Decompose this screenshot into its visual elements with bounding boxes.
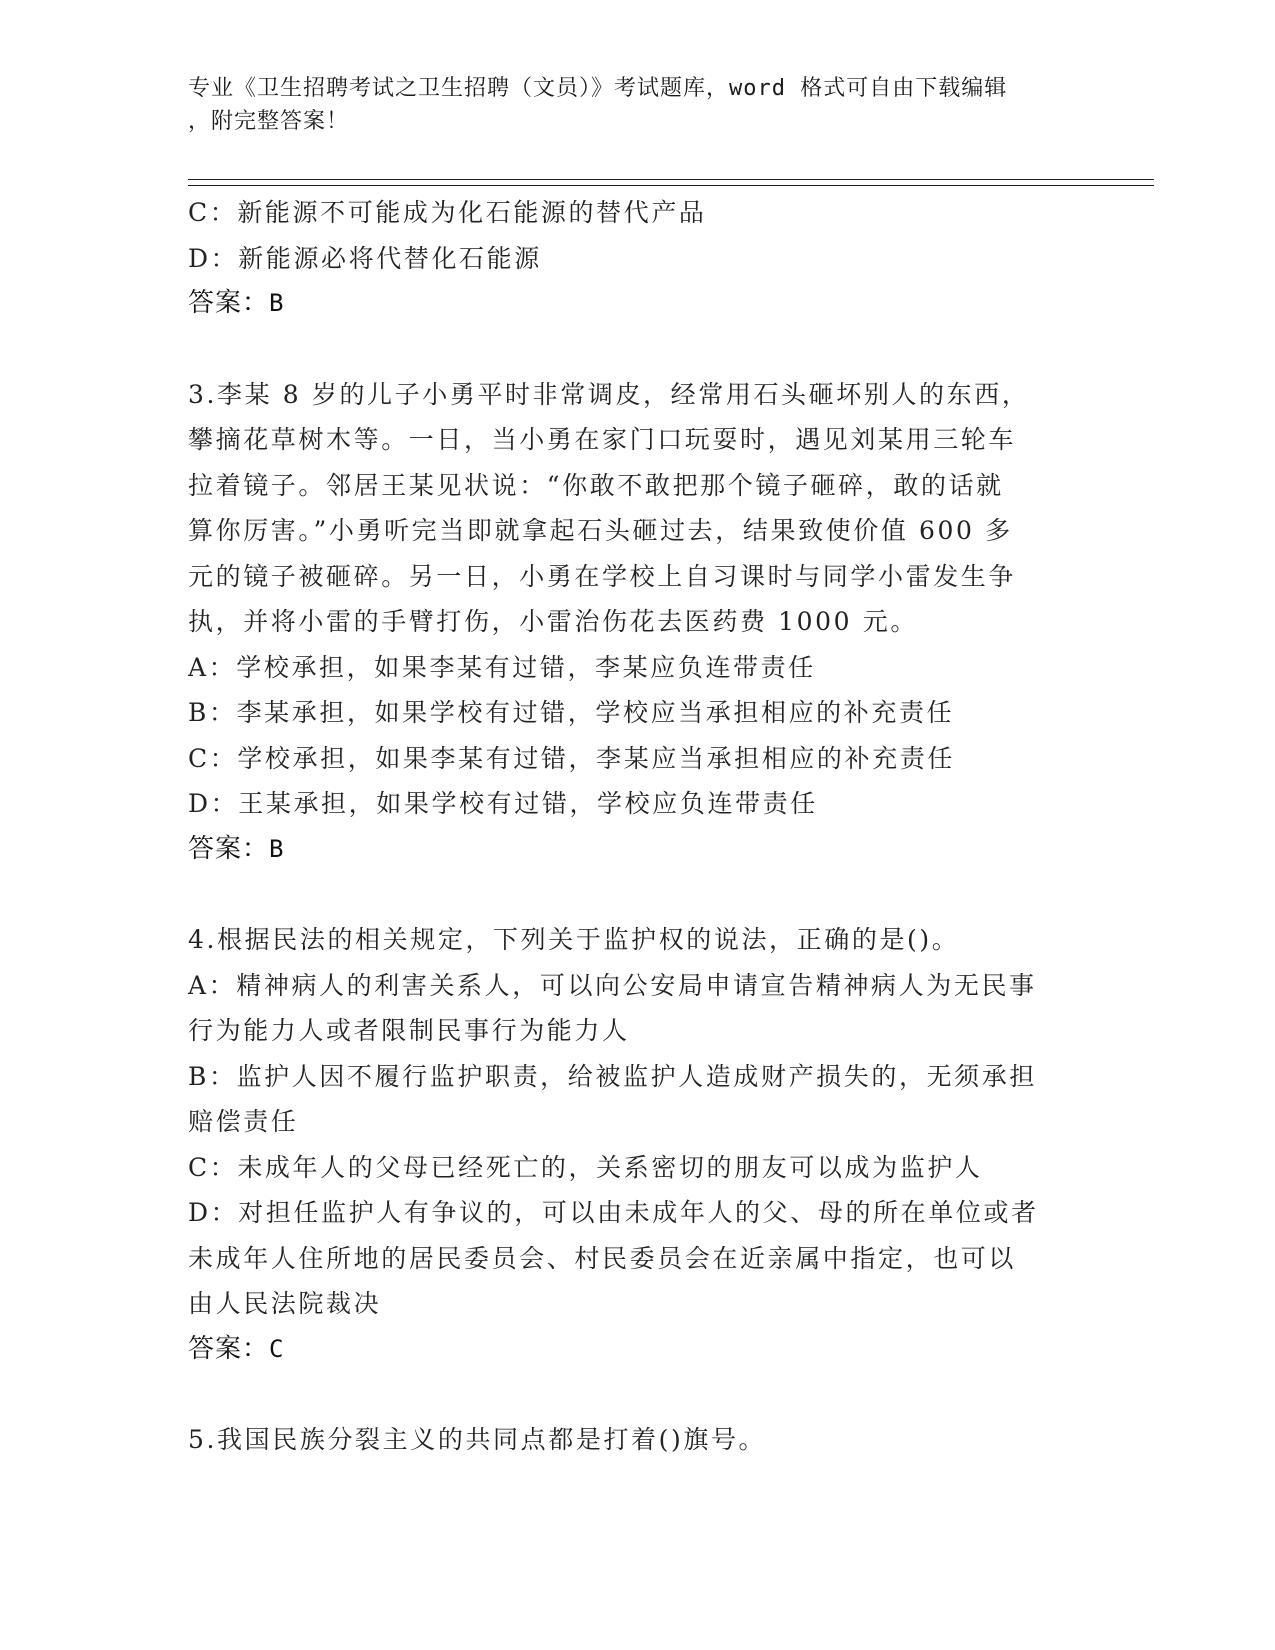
q3-stem-line: 算你厉害。”小勇听完当即就拿起石头砸过去，结果致使价值 600 多 <box>188 516 1013 545</box>
header-divider-top <box>188 179 1154 180</box>
q3-answer-value: B <box>269 834 285 863</box>
q2-option-d: D：新能源必将代替化石能源 <box>188 243 542 273</box>
q2-answer-value: B <box>269 289 285 317</box>
q4-option-b-line: 赔偿责任 <box>188 1107 299 1136</box>
question-content <box>188 190 1088 1463</box>
question-4 <box>188 917 1088 1372</box>
q4-option-a-line: 行为能力人或者限制民事行为能力人 <box>188 1016 630 1045</box>
q3-stem-line: 执，并将小雷的手臂打伤，小雷治伤花去医药费 1000 元。 <box>188 607 918 636</box>
header-title-line-2: ，附完整答案！ <box>188 109 350 134</box>
header-divider-bottom <box>188 185 1154 186</box>
q3-option-c: C：学校承担，如果李某有过错，李某应当承担相应的补充责任 <box>188 743 955 773</box>
question-2-tail <box>188 190 1088 327</box>
q3-option-b: B：李某承担，如果学校有过错，学校应当承担相应的补充责任 <box>188 698 955 727</box>
q4-option-b-line: B：监护人因不履行监护职责，给被监护人造成财产损失的，无须承担 <box>188 1061 1037 1091</box>
q2-answer-label: 答案： <box>188 288 270 318</box>
question-5 <box>188 1417 1088 1463</box>
q2-option-c: C：新能源不可能成为化石能源的替代产品 <box>188 198 707 227</box>
q5-stem: 5.我国民族分裂主义的共同点都是打着()旗号。 <box>188 1425 767 1454</box>
page-header <box>188 72 1068 138</box>
q4-answer <box>188 1327 1088 1373</box>
q3-stem-line: 攀摘花草树木等。一日，当小勇在家门口玩耍时，遇见刘某用三轮车 <box>188 425 1017 454</box>
spacer <box>188 872 1088 917</box>
question-3 <box>188 372 1088 873</box>
q4-option-a-line: A：精神病人的利害关系人，可以向公安局申请宣告精神病人为无民事 <box>188 970 1037 1000</box>
q3-stem-line: 3.李某 8 岁的儿子小勇平时非常调皮，经常用石头砸坏别人的东西， <box>188 379 1030 409</box>
q3-stem-line: 元的镜子被砸碎。另一日，小勇在学校上自习课时与同学小雷发生争 <box>188 561 1017 591</box>
header-title-line-1: 专业《卫生招聘考试之卫生招聘（文员）》考试题库，word 格式可自由下载编辑 <box>188 76 1008 101</box>
q3-option-d: D：王某承担，如果学校有过错，学校应负连带责任 <box>188 789 818 818</box>
spacer <box>188 327 1088 372</box>
spacer <box>188 1372 1088 1417</box>
q3-stem-line: 拉着镜子。邻居王某见状说：“你敢不敢把那个镜子砸碎，敢的话就 <box>188 470 1004 500</box>
q4-option-d-line: 由人民法院裁决 <box>188 1289 382 1318</box>
q2-answer <box>188 281 1088 327</box>
q4-option-d-line: D：对担任监护人有争议的，可以由未成年人的父、母的所在单位或者 <box>188 1198 1039 1227</box>
q3-answer <box>188 827 1088 873</box>
q4-option-d-line: 未成年人住所地的居民委员会、村民委员会在近亲属中指定，也可以 <box>188 1243 1017 1273</box>
q3-option-a: A：学校承担，如果李某有过错，李某应负连带责任 <box>188 652 816 682</box>
q4-answer-value: C <box>269 1334 285 1363</box>
q3-answer-label: 答案： <box>188 833 270 864</box>
q4-answer-label: 答案： <box>188 1333 270 1364</box>
q4-option-c: C：未成年人的父母已经死亡的，关系密切的朋友可以成为监护人 <box>188 1152 983 1182</box>
q4-stem: 4.根据民法的相关规定，下列关于监护权的说法，正确的是()。 <box>188 925 960 954</box>
